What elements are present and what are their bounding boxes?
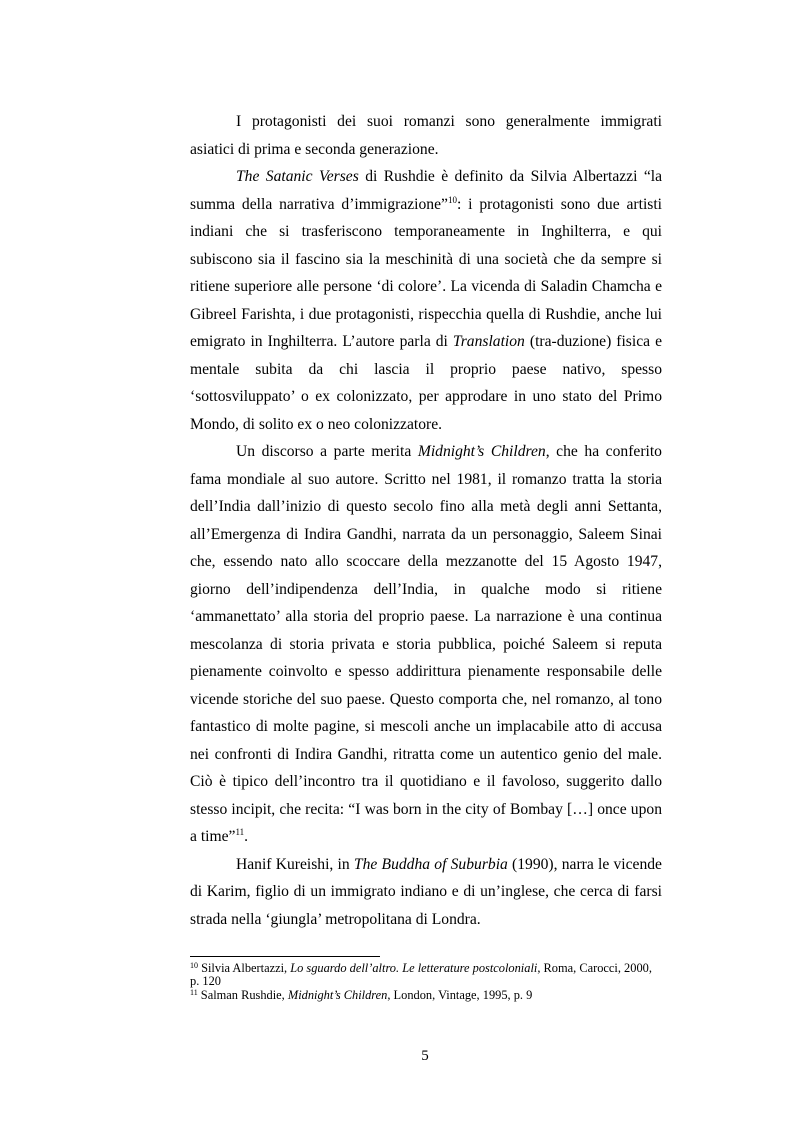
italic-title: Midnight’s Children: [287, 987, 388, 1002]
text-run: : i protagonisti sono due artisti indiani che si trasferiscono temporaneamente in Inghilterra, e qui subiscono sia il fascino sia la meschinità di una società che da sempre si ritiene superiore alle persone ‘di colore’. La vicenda di Saladin Chamcha e Gibreel Farishta, i due protagonisti, rispecchia quella di Rushdie, anche lui emigrato in Inghilterra. L’autore parla di: [190, 195, 663, 350]
text-run: , Roma, Carocci, 2000, p. 120: [190, 961, 652, 989]
italic-title: The Buddha of Suburbia: [353, 855, 508, 873]
footnote-marker: 11: [235, 827, 245, 837]
text-run: Un discorso a parte merita: [236, 443, 418, 460]
text-run: Salman Rushdie,: [197, 987, 288, 1002]
footnote-marker: 10: [447, 194, 457, 205]
italic-title: Lo sguardo dell’altro. Le letterature postcoloniali: [290, 961, 538, 975]
paragraph-3: [190, 438, 662, 851]
italic-title: The Satanic Verses: [236, 168, 359, 185]
footnote-marker: 11: [190, 987, 198, 997]
body-text: [190, 108, 662, 933]
text-run: di Rushdie è definito da Silvia Albertazzi “la summa della narrativa d’immigrazione”: [190, 168, 662, 213]
text-run: I protagonisti dei suoi romanzi sono generalmente immigrati asiatici di prima e seconda generazione.: [190, 113, 662, 158]
paragraph-2: [190, 163, 662, 438]
text-run: Silvia Albertazzi,: [198, 961, 291, 975]
italic-title: Midnight’s Children: [417, 443, 546, 460]
text-run: , che ha conferito fama mondiale al suo autore. Scritto nel 1981, il romanzo tratta la storia dell’India dall’inizio di questo secolo fino alla metà degli anni Settanta, all’Emergenza di Indira Gandhi, narrata da un personaggio, Saleem Sinai che, essendo nato allo scoccare della mezzanotte del 15 Agosto 1947, giorno dell’indipendenza dell’India, in qualche modo si ritiene ‘ammanettato’ alla storia del proprio paese. La narrazione è una continua mescolanza di storia privata e storia pubblica, poiché Saleem si reputa pienamente coinvolto e spesso addirittura pienamente responsabile delle vicende storiche del suo paese. Questo comporta che, nel romanzo, al tono fantastico di molte pagine, si mescoli anche un implacabile atto di accusa nei confronti di Indira Gandhi, ritratta come un autentico genio del male. Ciò è tipico dell’incontro tra il quotidiano e il favoloso, suggerito dallo stesso incipit, che recita: “I was born in the city of Bombay […] once upon a time”: [190, 443, 662, 845]
footnote-10: [190, 962, 662, 989]
paragraph-4: [190, 851, 662, 934]
text-run: (tra-duzione) fisica e mentale subita da chi lascia il proprio paese nativo, spesso ‘sottosviluppato’ o ex colonizzato, per approdare in uno stato del Primo Mondo, di solito ex o neo colonizzatore.: [190, 333, 662, 433]
page-number: 5: [421, 1048, 429, 1064]
text-run: (1990), narra le vicende di Karim, figlio di un immigrato indiano e di un’inglese, che cerca di farsi strada nella ‘giungla’ metropolitana di Londra.: [190, 855, 662, 928]
italic-title: Translation: [452, 333, 525, 350]
paragraph-1: [190, 108, 662, 163]
footnote-11: [190, 989, 662, 1002]
footnote-separator: [190, 956, 380, 957]
text-run: Hanif Kureishi, in: [236, 855, 354, 873]
footnote-marker: 10: [190, 961, 198, 970]
text-run: , London, Vintage, 1995, p. 9: [387, 987, 533, 1002]
text-run: .: [244, 828, 249, 845]
footnotes: [190, 962, 662, 1002]
